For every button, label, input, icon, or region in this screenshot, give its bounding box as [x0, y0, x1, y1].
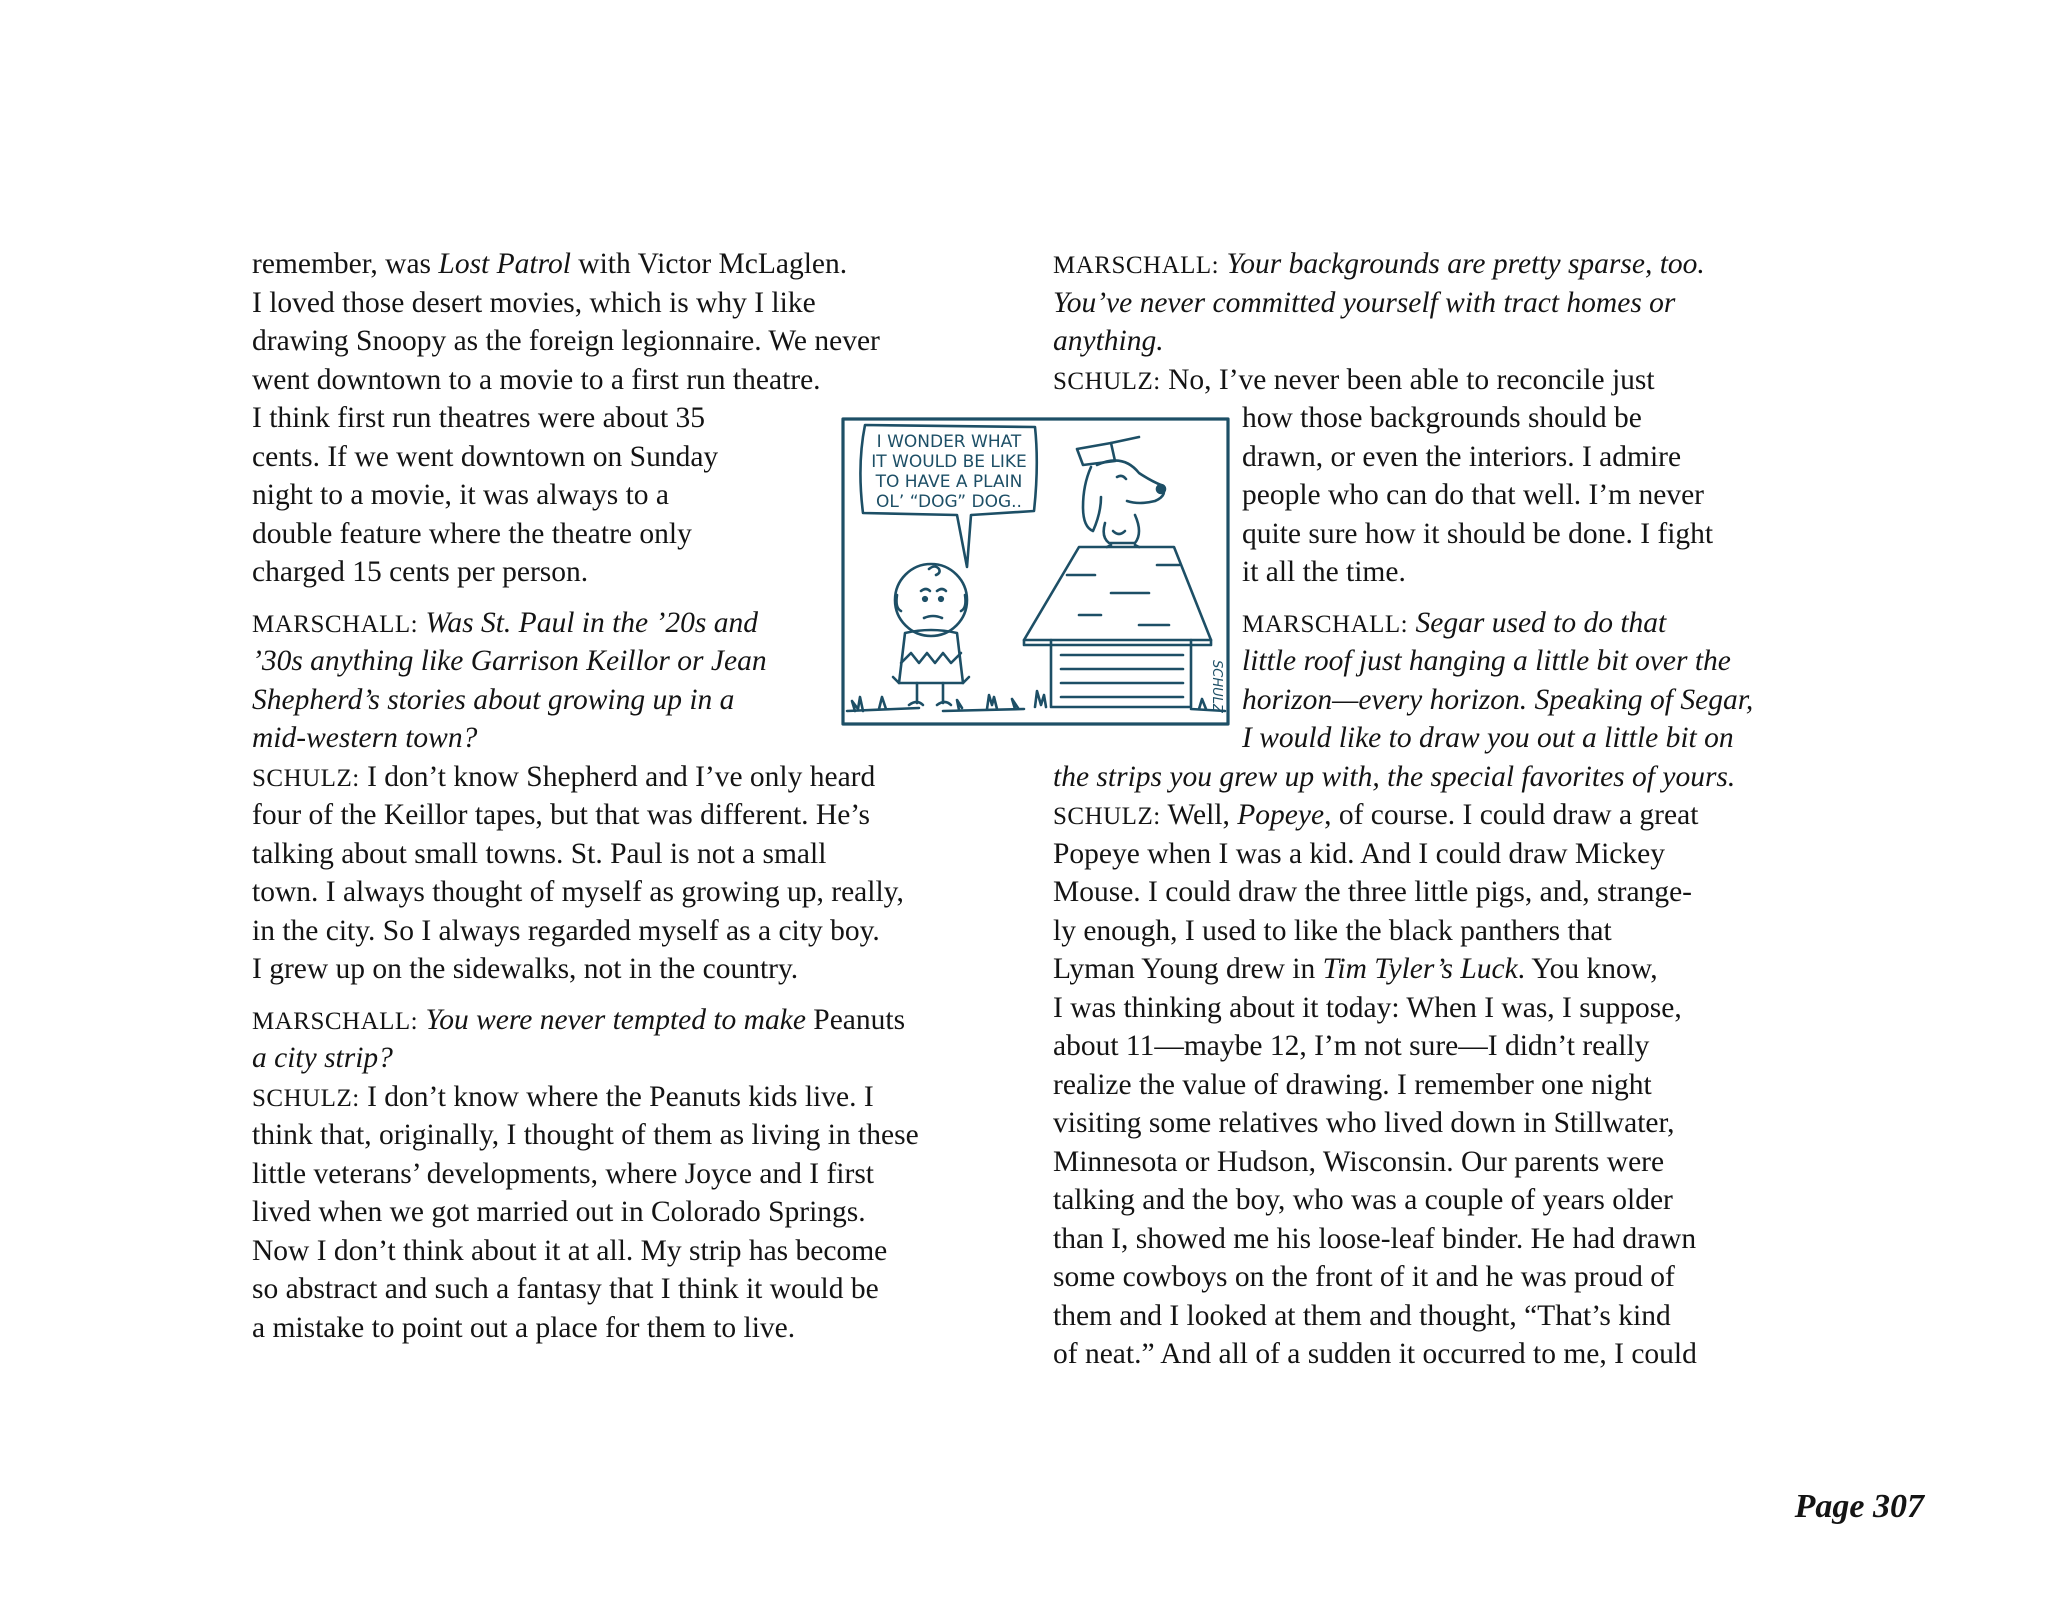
- answer-line: visiting some relatives who lived down in Stillwater,: [1053, 1107, 1675, 1139]
- book-title: Lost Patrol: [438, 248, 571, 280]
- left-column: [252, 245, 1022, 1347]
- question-line: Shepherd’s stories about growing up in a: [252, 683, 735, 716]
- answer-line: how those backgrounds should be: [1242, 402, 1642, 434]
- answer-line: SCHULZ: I don’t know Shepherd and I’ve only heard: [252, 760, 876, 793]
- answer-line: think that, originally, I thought of them as living in these: [252, 1119, 919, 1151]
- question-line: little roof just hanging a little bit over the: [1242, 645, 1731, 677]
- answer-line: talking and the boy, who was a couple of years older: [1053, 1184, 1673, 1216]
- balloon-line: OL’ “DOG” DOG..: [876, 492, 1022, 512]
- speaker-label: MARSCHALL:: [1053, 252, 1220, 279]
- text-line: remember, was Lost Patrol with Victor McLaglen.: [252, 248, 848, 280]
- answer-line: people who can do that well. I’m never: [1242, 479, 1705, 511]
- answer-line: them and I looked at them and thought, “That’s kind: [1053, 1299, 1671, 1332]
- speaker-label: MARSCHALL:: [252, 1007, 419, 1035]
- question-line: anything.: [1053, 325, 1164, 357]
- doghouse: [1024, 547, 1211, 707]
- strip-title: Tim Tyler’s Luck: [1322, 953, 1518, 985]
- balloon-line: I WONDER WHAT: [876, 432, 1022, 452]
- artist-signature: SCHULZ: [1209, 660, 1224, 713]
- answer-line: I grew up on the sidewalks, not in the country.: [252, 953, 799, 985]
- speaker-label: SCHULZ:: [252, 1084, 360, 1112]
- strip-title: Popeye: [1237, 799, 1325, 831]
- speaker-label: MARSCHALL:: [252, 610, 419, 638]
- answer-line: little veterans’ developments, where Joyce and I first: [252, 1157, 875, 1190]
- text-line: charged 15 cents per person.: [252, 556, 589, 588]
- answer-line: drawn, or even the interiors. I admire: [1242, 440, 1682, 473]
- question-line: MARSCHALL: Segar used to do that: [1242, 606, 1667, 639]
- comic-strip-panel: [839, 415, 1233, 729]
- answer-line: talking about small towns. St. Paul is not a small: [252, 837, 827, 870]
- charlie-brown-figure: [893, 564, 969, 705]
- answer-line: Popeye when I was a kid. And I could draw Mickey: [1053, 837, 1665, 870]
- answer-line: of neat.” And all of a sudden it occurred to me, I could: [1053, 1338, 1697, 1370]
- speaker-label: MARSCHALL:: [1242, 610, 1409, 638]
- question-line: a city strip?: [252, 1042, 393, 1074]
- answer-line: about 11—maybe 12, I’m not sure—I didn’t really: [1053, 1030, 1650, 1062]
- answer-line: than I, showed me his loose-leaf binder. He had drawn: [1053, 1222, 1697, 1255]
- answer-line: four of the Keillor tapes, but that was different. He’s: [252, 799, 870, 831]
- text-line: cents. If we went downtown on Sunday: [252, 440, 719, 473]
- question-line: mid-western town?: [252, 722, 478, 754]
- question-line: MARSCHALL: Was St. Paul in the ’20s and: [252, 606, 758, 639]
- page-number: Page 307: [1794, 1488, 1924, 1525]
- answer-line: it all the time.: [1242, 556, 1406, 588]
- answer-line: Now I don’t think about it at all. My strip has become: [252, 1234, 888, 1267]
- answer-line: a mistake to point out a place for them to live.: [252, 1311, 796, 1344]
- question-line: MARSCHALL: Your backgrounds are pretty sparse, too.: [1053, 248, 1705, 280]
- text-line: night to a movie, it was always to a: [252, 479, 670, 511]
- balloon-text: [871, 432, 1027, 512]
- answer-line: so abstract and such a fantasy that I think it would be: [252, 1273, 879, 1305]
- speaker-label: SCHULZ:: [252, 764, 360, 792]
- text-line: double feature where the theatre only: [252, 517, 692, 550]
- text-line: I think first run theatres were about 35: [252, 402, 706, 434]
- question-line: I would like to draw you out a little bit on: [1242, 722, 1734, 754]
- answer-line: in the city. So I always regarded myself as a city boy.: [252, 914, 880, 947]
- answer-line: Mouse. I could draw the three little pigs, and, strange-: [1053, 876, 1692, 908]
- question-line: horizon—every horizon. Speaking of Segar,: [1242, 683, 1754, 716]
- answer-line: Lyman Young drew in Tim Tyler’s Luck. You know,: [1053, 953, 1658, 985]
- text-line: went downtown to a movie to a first run theatre.: [252, 363, 821, 396]
- text-line: drawing Snoopy as the foreign legionnaire. We never: [252, 325, 880, 357]
- question-line: ’30s anything like Garrison Keillor or Jean: [252, 645, 767, 677]
- question-line: the strips you grew up with, the special favorites of yours.: [1053, 760, 1736, 793]
- answer-line: town. I always thought of myself as growing up, really,: [252, 876, 904, 908]
- answer-line: SCHULZ: I don’t know where the Peanuts kids live. I: [252, 1080, 874, 1113]
- answer-line: SCHULZ: Well, Popeye, of course. I could draw a great: [1053, 799, 1699, 831]
- strip-title: Peanuts: [813, 1003, 906, 1036]
- balloon-line: TO HAVE A PLAIN: [875, 472, 1023, 492]
- answer-line: lived when we got married out in Colorado Springs.: [252, 1196, 866, 1228]
- answer-line: ly enough, I used to like the black panthers that: [1053, 914, 1612, 947]
- question-line: MARSCHALL: You were never tempted to make Peanuts: [252, 1003, 906, 1036]
- speaker-label: SCHULZ:: [1053, 367, 1161, 395]
- answer-line: realize the value of drawing. I remember one night: [1053, 1068, 1652, 1101]
- question-line: You’ve never committed yourself with tract homes or: [1053, 286, 1676, 319]
- answer-line: some cowboys on the front of it and he was proud of: [1053, 1261, 1675, 1293]
- text-line: I loved those desert movies, which is why I like: [252, 286, 816, 319]
- answer-line: I was thinking about it today: When I was, I suppose,: [1053, 991, 1682, 1024]
- balloon-line: IT WOULD BE LIKE: [871, 452, 1027, 472]
- answer-line: Minnesota or Hudson, Wisconsin. Our parents were: [1053, 1145, 1665, 1178]
- snoopy-figure: [1077, 437, 1165, 547]
- answer-line: SCHULZ: No, I’ve never been able to reconcile just: [1053, 363, 1655, 396]
- answer-line: quite sure how it should be done. I fight: [1242, 517, 1714, 550]
- speaker-label: SCHULZ:: [1053, 803, 1161, 830]
